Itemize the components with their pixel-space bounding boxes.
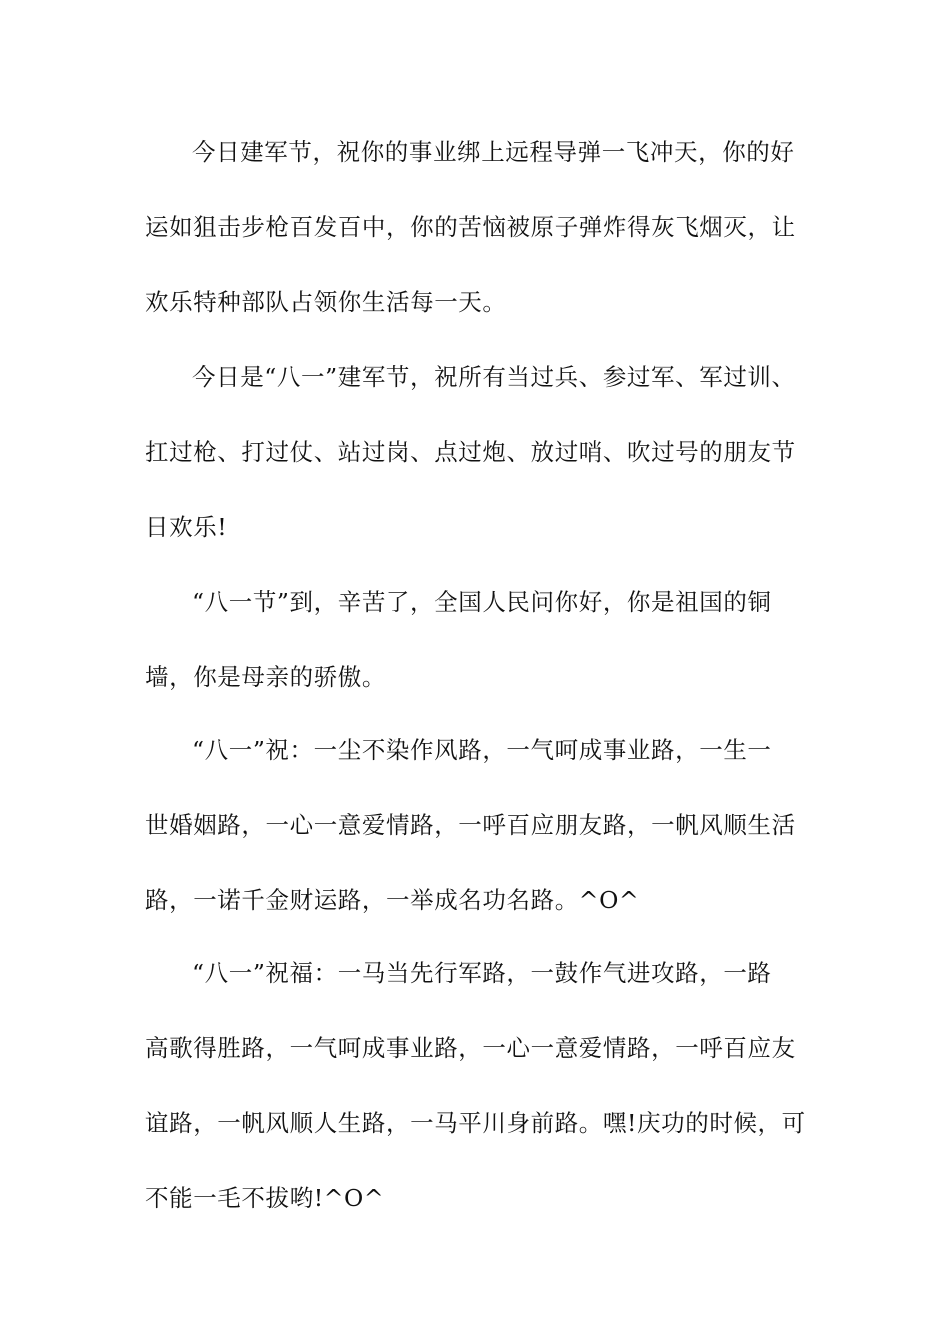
paragraph-line: 墙，你是母亲的骄傲。 — [145, 663, 386, 691]
paragraph-4 — [145, 713, 815, 938]
paragraph-line: 高歌得胜路，一气呵成事业路，一心一意爱情路，一呼百应友 — [145, 1034, 796, 1062]
paragraph-line: 谊路，一帆风顺人生路，一马平川身前路。嘿!庆功的时候，可 — [145, 1109, 806, 1137]
paragraph-line: 扛过枪、打过仗、站过岗、点过炮、放过哨、吹过号的朋友节 — [145, 438, 796, 466]
paragraph-line: 世婚姻路，一心一意爱情路，一呼百应朋友路，一帆风顺生活 — [145, 811, 796, 839]
paragraph-line: 不能一毛不拔哟!^O^ — [145, 1184, 385, 1212]
paragraph-line: “八一”祝福：一马当先行军路，一鼓作气进攻路，一路 — [192, 959, 772, 987]
paragraph-5 — [145, 936, 815, 1236]
paragraph-line: “八一”祝：一尘不染作风路，一气呵成事业路，一生一 — [192, 736, 772, 764]
paragraph-line: “八一节”到，辛苦了，全国人民问你好，你是祖国的铜 — [192, 588, 772, 616]
paragraph-1 — [145, 115, 815, 340]
paragraph-2 — [145, 340, 815, 565]
paragraph-line: 今日建军节，祝你的事业绑上远程导弹一飞冲天，你的好 — [192, 138, 795, 166]
paragraph-line: 运如狙击步枪百发百中，你的苦恼被原子弹炸得灰飞烟灭，让 — [145, 213, 796, 241]
paragraph-3 — [145, 565, 815, 715]
paragraph-line: 日欢乐! — [145, 513, 228, 541]
paragraph-line: 欢乐特种部队占领你生活每一天。 — [145, 288, 507, 316]
paragraph-line: 路，一诺千金财运路，一举成名功名路。^O^ — [145, 886, 640, 914]
paragraph-line: 今日是“八一”建军节，祝所有当过兵、参过军、军过训、 — [192, 363, 796, 391]
